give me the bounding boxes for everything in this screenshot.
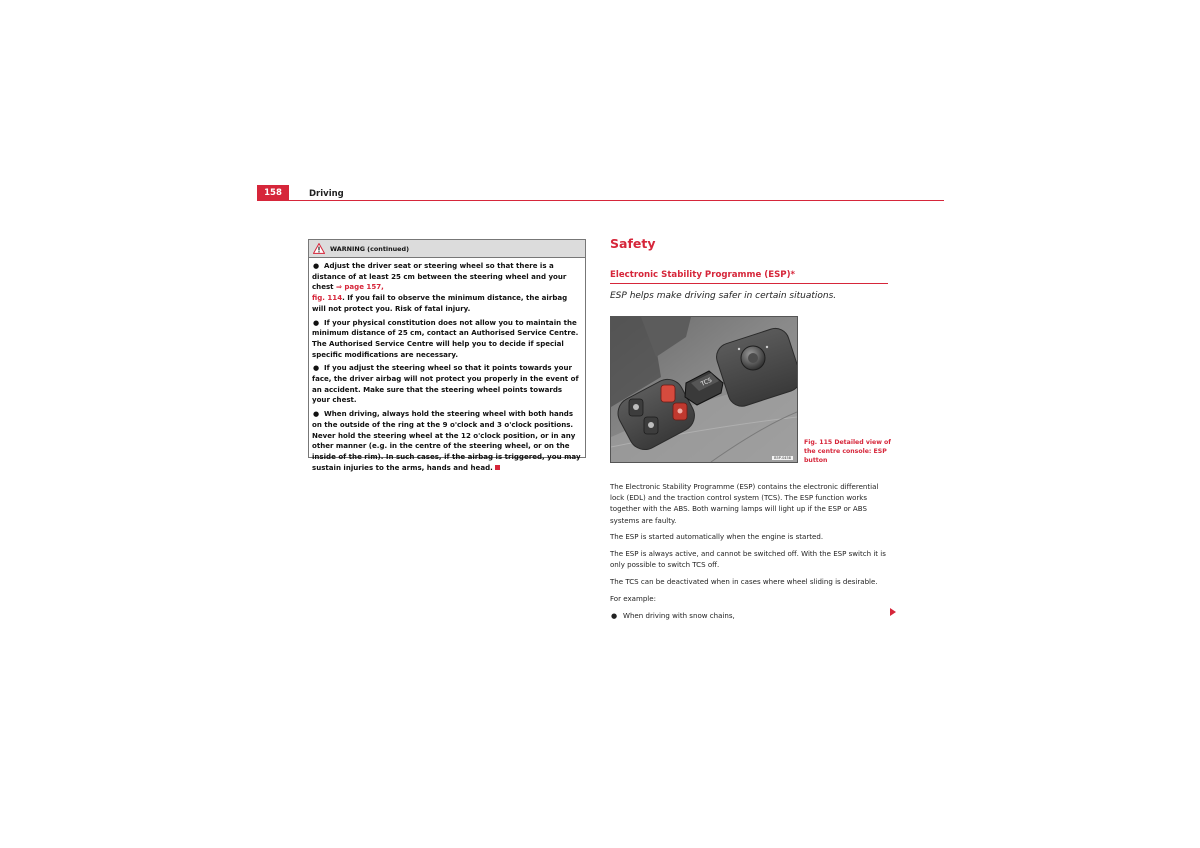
bullet-icon: ● (313, 363, 320, 373)
warning-title: WARNING (continued) (330, 244, 409, 253)
warning-body (309, 258, 585, 473)
warning-item (312, 318, 582, 361)
bullet-icon: ● (611, 610, 618, 620)
svg-text:TCS: TCS (699, 376, 714, 388)
warning-triangle-icon (313, 243, 325, 254)
chapter-title: Driving (309, 189, 344, 199)
subsection-title: Electronic Stability Programme (ESP)* (610, 270, 795, 280)
end-of-section-icon (495, 465, 500, 470)
warning-box (308, 239, 586, 472)
warning-item (312, 261, 582, 315)
list-item (610, 610, 894, 621)
figure-reference-link[interactable]: fig. 114 (312, 293, 343, 303)
centre-console-illustration (611, 317, 797, 462)
continue-arrow-icon (890, 608, 896, 616)
lead-text: ESP helps make driving safer in certain situations. (610, 291, 837, 301)
bullet-icon: ● (313, 261, 320, 270)
list-item-text: When driving with snow chains, (623, 610, 735, 620)
body-text (610, 481, 894, 627)
warning-item (312, 363, 582, 406)
figure-code: B5P-0458 (774, 456, 791, 460)
body-paragraph: The Electronic Stability Programme (ESP) contains the electronic differential lock (EDL) and the traction control system (TCS). The ESP function works together with the ABS. Both warning lamps will light up if the ESP or ABS systems are faulty. (610, 482, 879, 525)
section-title: Safety (610, 236, 656, 251)
body-paragraph: The ESP is started automatically when the engine is started. (610, 532, 824, 542)
figure-caption: Fig. 115 Detailed view of the centre console: ESP button (804, 439, 892, 464)
warning-item-text: . If you fail to observe the minimum distance, the airbag will not protect you. Risk of fatal injury. (312, 293, 568, 313)
page-reference-link[interactable]: ⇒ page 157 (336, 282, 382, 292)
page-number: 158 (257, 185, 289, 201)
warning-item-text: Adjust the driver seat or steering wheel so that there is a distance of at least 25 cm between the steering wheel and your chest (312, 261, 567, 292)
body-paragraph: For example: (610, 594, 656, 603)
warning-item-text: When driving, always hold the steering wheel with both hands on the outside of the ring at the 9 o'clock and 3 o'clock positions. Never hold the steering wheel at the 12 o'clock position, or in any other manner (e.g. in the centre of the steering wheel, or on the inside of the rim). In such cases, if the airbag is triggered, you may sustain injuries to the arms, hands and head. (312, 409, 581, 472)
bullet-icon: ● (313, 317, 320, 327)
warning-item-text: If you adjust the steering wheel so that it points towards your face, the driver airbag will not protect you properly in the event of an accident. Make sure that the steering wheel points towards your chest. (312, 363, 579, 405)
bullet-icon: ● (313, 409, 320, 419)
subsection-rule (610, 283, 888, 284)
warning-header (309, 240, 585, 258)
header-rule (257, 200, 944, 201)
reference-separator: , (381, 282, 384, 292)
body-paragraph: The ESP is always active, and cannot be switched off. With the ESP switch it is only possible to switch TCS off. (610, 549, 886, 570)
esp-button-figure (610, 316, 798, 463)
body-paragraph: The TCS can be deactivated when in cases where wheel sliding is desirable. (610, 577, 878, 587)
warning-item (312, 409, 582, 473)
warning-item-text: If your physical constitution does not allow you to maintain the minimum distance of 25 cm, contact an Authorised Service Centre. The Authorised Service Centre will help you to decide if special specific modifications are necessary. (312, 317, 579, 359)
